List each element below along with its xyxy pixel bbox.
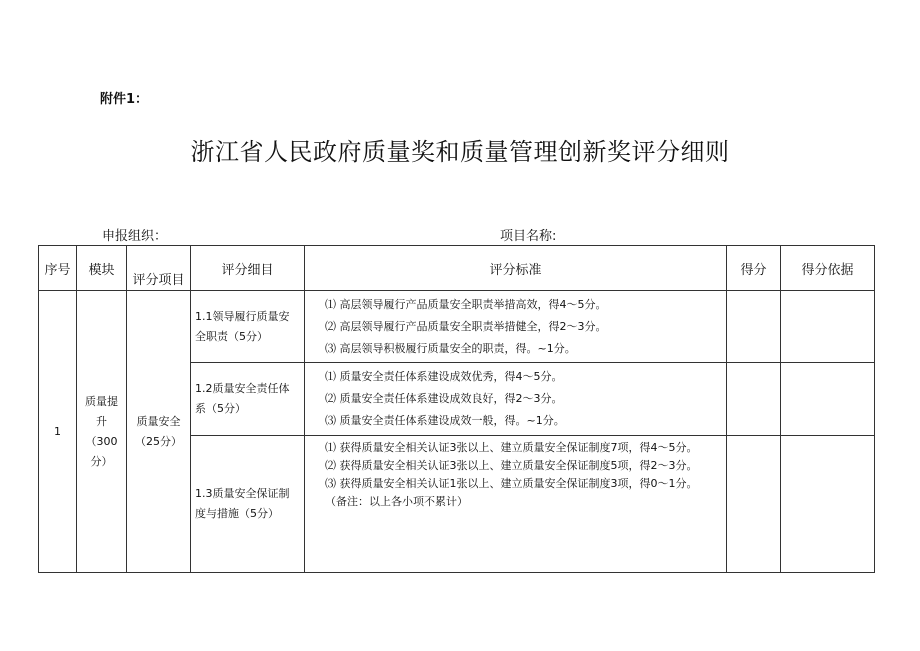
category-cell: 质量安全（25分） [127,291,191,573]
score-cell[interactable] [727,363,781,436]
row-number: 1 [39,291,77,573]
basis-cell[interactable] [781,363,875,436]
scoring-table [38,245,875,573]
org-label: 申报组织： [102,229,168,244]
page-title: 浙江省人民政府质量奖和质量管理创新奖评分细则 [190,138,730,166]
col-header-score: 得分 [727,246,781,291]
standard-item: ⑵ 高层领导履行产品质量安全职责举措健全，得2～3分。 [325,320,607,333]
standard-cell [305,363,727,436]
standard-item: ⑶ 高层领导积极履行质量安全的职责，得。~1分。 [325,342,576,355]
col-header-basis: 得分依据 [781,246,875,291]
standard-item: ⑴ 质量安全责任体系建设成效优秀，得4～5分。 [325,370,563,383]
standard-item: ⑶ 获得质量安全相关认证1张以上、建立质量安全保证制度3项，得0～1分。 [325,477,698,490]
basis-cell[interactable] [781,291,875,363]
col-header-no: 序号 [39,246,77,291]
standard-cell [305,291,727,363]
col-header-standard: 评分标准 [305,246,727,291]
standard-item: ⑴ 高层领导履行产品质量安全职责举措高效，得4～5分。 [325,298,607,311]
standard-item: ⑴ 获得质量安全相关认证3张以上、建立质量安全保证制度7项，得4～5分。 [325,441,698,454]
remark-note: （备注：以上各小项不累计） [325,495,468,508]
detail-cell: 1.1领导履行质量安全职责（5分） [191,291,305,363]
table-header-row [39,246,875,291]
standard-cell [305,436,727,573]
table-row [39,291,875,363]
col-header-category: 评分项目 [127,246,191,291]
score-cell[interactable] [727,291,781,363]
standard-item: ⑵ 获得质量安全相关认证3张以上、建立质量安全保证制度5项，得2～3分。 [325,459,698,472]
basis-cell[interactable] [781,436,875,573]
standard-item: ⑶ 质量安全责任体系建设成效一般，得。~1分。 [325,414,565,427]
col-header-detail: 评分细目 [191,246,305,291]
detail-cell: 1.2质量安全责任体系（5分） [191,363,305,436]
standard-item: ⑵ 质量安全责任体系建设成效良好，得2～3分。 [325,392,563,405]
module-cell: 质量提升（300分） [77,291,127,573]
attachment-label: 附件1： [100,92,149,107]
project-label: 项目名称: [500,229,557,244]
score-cell[interactable] [727,436,781,573]
col-header-module: 模块 [77,246,127,291]
detail-cell: 1.3质量安全保证制度与措施（5分） [191,436,305,573]
